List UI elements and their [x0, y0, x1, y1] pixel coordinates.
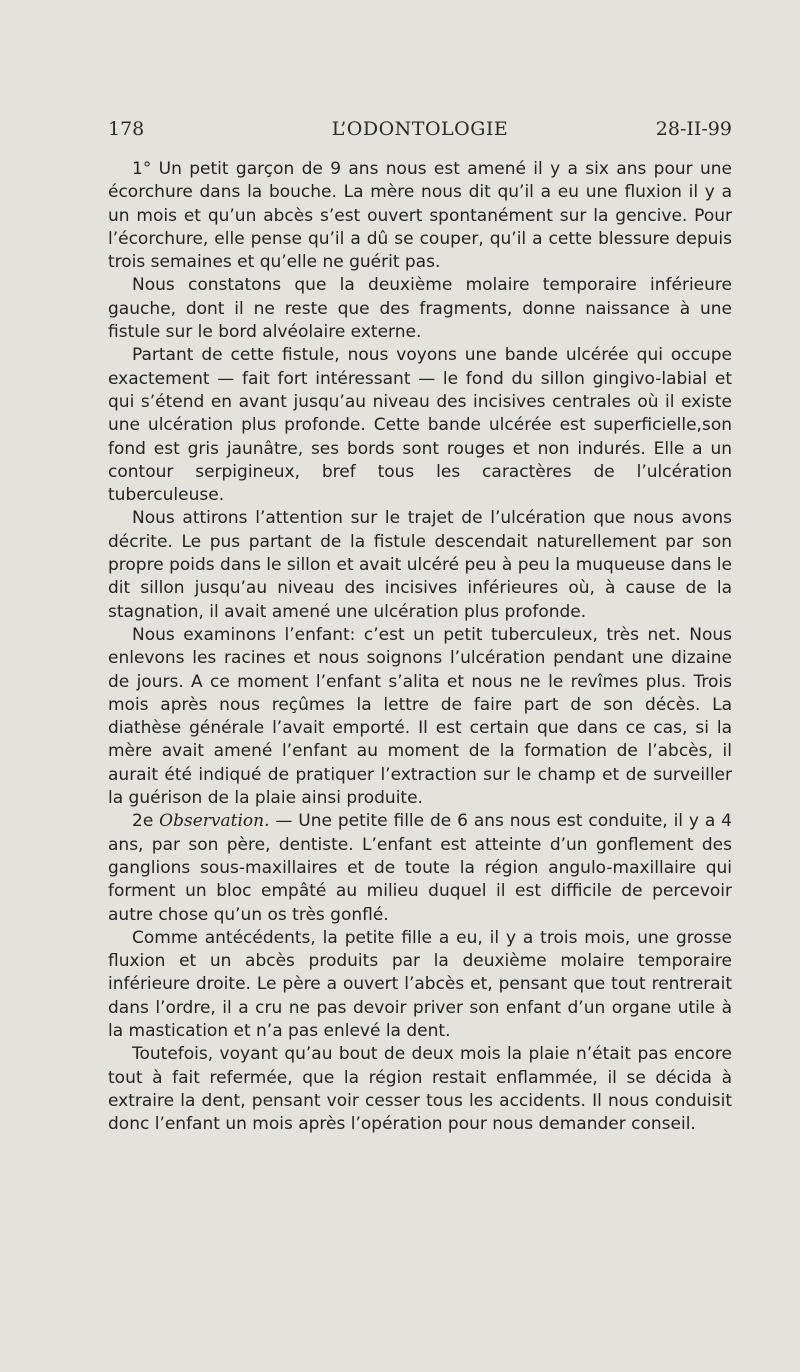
paragraph: Comme antécédents, la petite fille a eu, il y a trois mois, une grosse fluxion et un abcès produits par la deuxième molaire temporaire inférieure droite. Le père a ouvert l’abcès et, pensant que tout rentrerait dans l’ordre, il a cru ne pas devoir priver son enfant d’un organe utile à la mastication et n’a pas enlevé la dent.: [108, 927, 732, 1041]
paragraph: Nous examinons l’enfant: c’est un petit tuberculeux, très net. Nous enlevons les racines et nous soignons l’ulcération pendant une dizaine de jours. A ce moment l’enfant s’alita et nous ne le revîmes plus. Trois mois après nous reçûmes la lettre de faire part de son décès. La diathèse générale l’avait emporté. Il est certain que dans ce cas, si la mère avait amené l’enfant au moment de la formation de l’abcès, il aurait été indiqué de pratiquer l’extraction sur le champ et de surveiller la guérison de la plaie ainsi produite.: [108, 624, 732, 809]
page-number: 178: [108, 118, 145, 140]
paragraph: Nous constatons que la deuxième molaire temporaire inférieure gauche, dont il ne reste que des fragments, donne naissance à une fistule sur le bord alvéolaire externe.: [108, 275, 732, 343]
paragraph: 1° Un petit garçon de 9 ans nous est amené il y a six ans pour une écorchure dans la bouche. La mère nous dit qu’il a eu une fluxion il y a un mois et qu’un abcès s’est ouvert spontanément sur la gencive. Pour l’écorchure, elle pense qu’il a dû se couper, qu’il a cette blessure depuis trois semaines et qu’elle ne guérit pas.: [108, 159, 732, 273]
observation-title: Observation.: [159, 811, 270, 832]
paragraph: Nous attirons l’attention sur le trajet de l’ulcération que nous avons décrite. Le pus partant de la fistule descendait naturellement par son propre poids dans le sillon et avait ulcéré peu à peu la muqueuse dans le dit sillon jusqu’au niveau des incisives inférieures où, à cause de la stagnation, il avait amené une ulcération plus profonde.: [108, 508, 732, 622]
observation-number: 2e: [132, 811, 160, 832]
body-text: [108, 158, 732, 1136]
running-title: L’ODONTOLOGIE: [331, 118, 509, 140]
observation-text: — Une petite fille de 6 ans nous est conduite, il y a 4 ans, par son père, dentiste. L’enfant est atteinte d’un gonflement des ganglions sous-maxillaires et de toute la région angulo-maxillaire qui forment un bloc empâté au milieu duquel il est difficile de percevoir autre chose qu’un os très gonflé.: [108, 811, 732, 925]
issue-date: 28-II-99: [655, 118, 732, 140]
paragraph: Partant de cette fistule, nous voyons une bande ulcérée qui occupe exactement — fait fort intéressant — le fond du sillon gingivo-labial et qui s’étend en avant jusqu’au niveau des incisives centrales où il existe une ulcération plus profonde. Cette bande ulcérée est superficielle,son fond est gris jaunâtre, ses bords sont rouges et non indurés. Elle a un contour serpigineux, bref tous les caractères de l’ulcération tuberculeuse.: [108, 345, 732, 506]
running-header: [108, 118, 732, 148]
observation-paragraph: [108, 810, 732, 926]
paragraph: Toutefois, voyant qu’au bout de deux mois la plaie n’était pas encore tout à fait refermée, que la région restait enflammée, il se décida à extraire la dent, pensant voir cesser tous les accidents. Il nous conduisit donc l’enfant un mois après l’opération pour nous demander conseil.: [108, 1044, 732, 1135]
